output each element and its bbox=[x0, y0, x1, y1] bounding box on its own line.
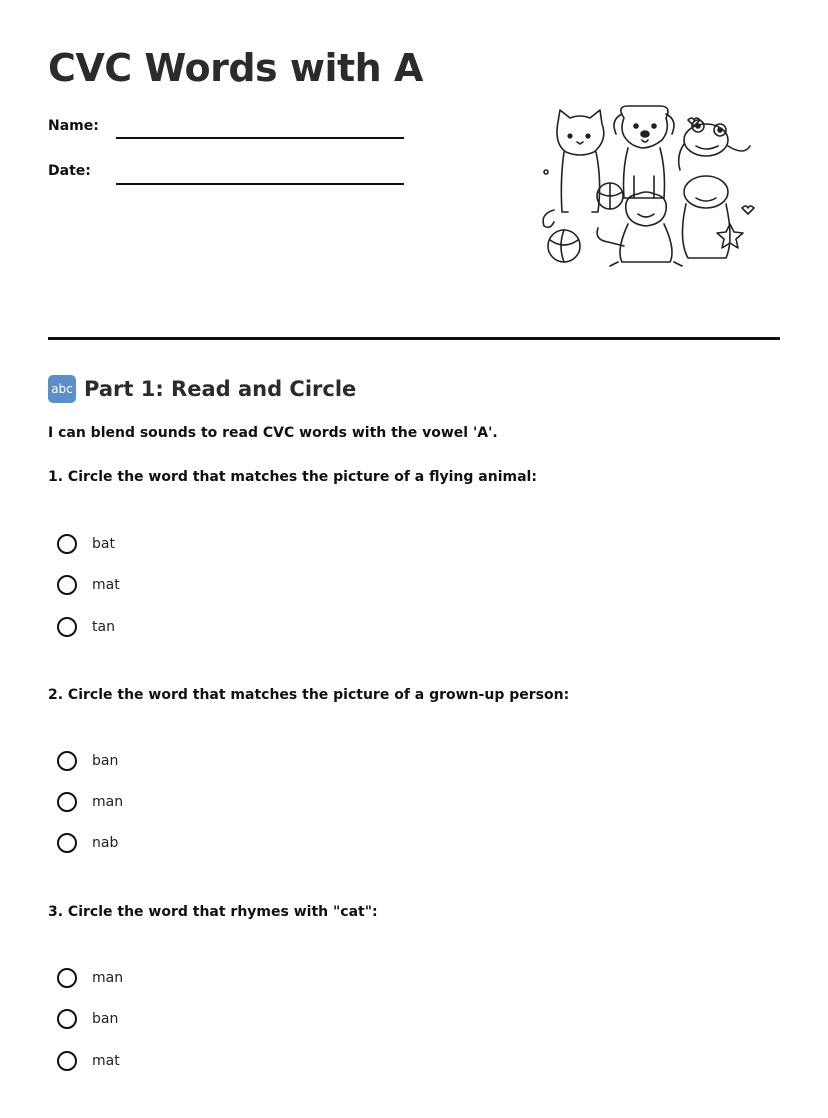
ball-icon bbox=[548, 183, 623, 262]
option-label: mat bbox=[92, 577, 120, 593]
option-label: nab bbox=[92, 835, 119, 851]
radio-button[interactable] bbox=[57, 575, 77, 595]
question-1-prompt: 1. Circle the word that matches the picture of a flying animal: bbox=[48, 469, 537, 485]
date-label: Date: bbox=[48, 163, 91, 179]
frog-stack-icon bbox=[679, 120, 750, 258]
option-q2-nab[interactable] bbox=[57, 830, 118, 856]
option-q1-bat[interactable] bbox=[57, 531, 115, 557]
animals-illustration bbox=[538, 100, 760, 272]
option-q1-mat[interactable] bbox=[57, 572, 120, 598]
radio-button[interactable] bbox=[57, 792, 77, 812]
option-label: man bbox=[92, 794, 124, 810]
option-q2-ban[interactable] bbox=[57, 748, 118, 774]
radio-button[interactable] bbox=[57, 534, 77, 554]
question-3-prompt: 3. Circle the word that rhymes with "cat": bbox=[48, 904, 378, 920]
option-q3-ban[interactable] bbox=[57, 1006, 118, 1032]
name-label: Name: bbox=[48, 118, 99, 134]
option-q1-tan[interactable] bbox=[57, 614, 115, 640]
option-q3-man[interactable] bbox=[57, 965, 123, 991]
radio-button[interactable] bbox=[57, 751, 77, 771]
radio-button[interactable] bbox=[57, 833, 77, 853]
dog-icon bbox=[614, 106, 674, 198]
heart-icon bbox=[742, 206, 754, 214]
radio-button[interactable] bbox=[57, 1051, 77, 1071]
section-divider bbox=[48, 337, 780, 340]
page-title: CVC Words with A bbox=[48, 46, 423, 90]
option-label: man bbox=[92, 970, 124, 986]
section-title: Part 1: Read and Circle bbox=[84, 377, 357, 401]
radio-button[interactable] bbox=[57, 1009, 77, 1029]
option-q3-mat[interactable] bbox=[57, 1048, 120, 1074]
option-label: ban bbox=[92, 1011, 119, 1027]
option-q2-man[interactable] bbox=[57, 789, 123, 815]
cat-icon bbox=[543, 110, 604, 227]
name-line[interactable] bbox=[116, 137, 404, 139]
radio-button[interactable] bbox=[57, 968, 77, 988]
learning-objective: I can blend sounds to read CVC words with the vowel 'A'. bbox=[48, 425, 498, 441]
option-label: mat bbox=[92, 1053, 120, 1069]
question-2-prompt: 2. Circle the word that matches the picture of a grown-up person: bbox=[48, 687, 570, 703]
date-line[interactable] bbox=[116, 183, 404, 185]
option-label: bat bbox=[92, 536, 115, 552]
option-label: tan bbox=[92, 619, 115, 635]
section-header bbox=[48, 374, 356, 404]
abc-icon: abc bbox=[48, 375, 76, 403]
option-label: ban bbox=[92, 753, 119, 769]
radio-button[interactable] bbox=[57, 617, 77, 637]
dot-icon bbox=[544, 170, 548, 174]
